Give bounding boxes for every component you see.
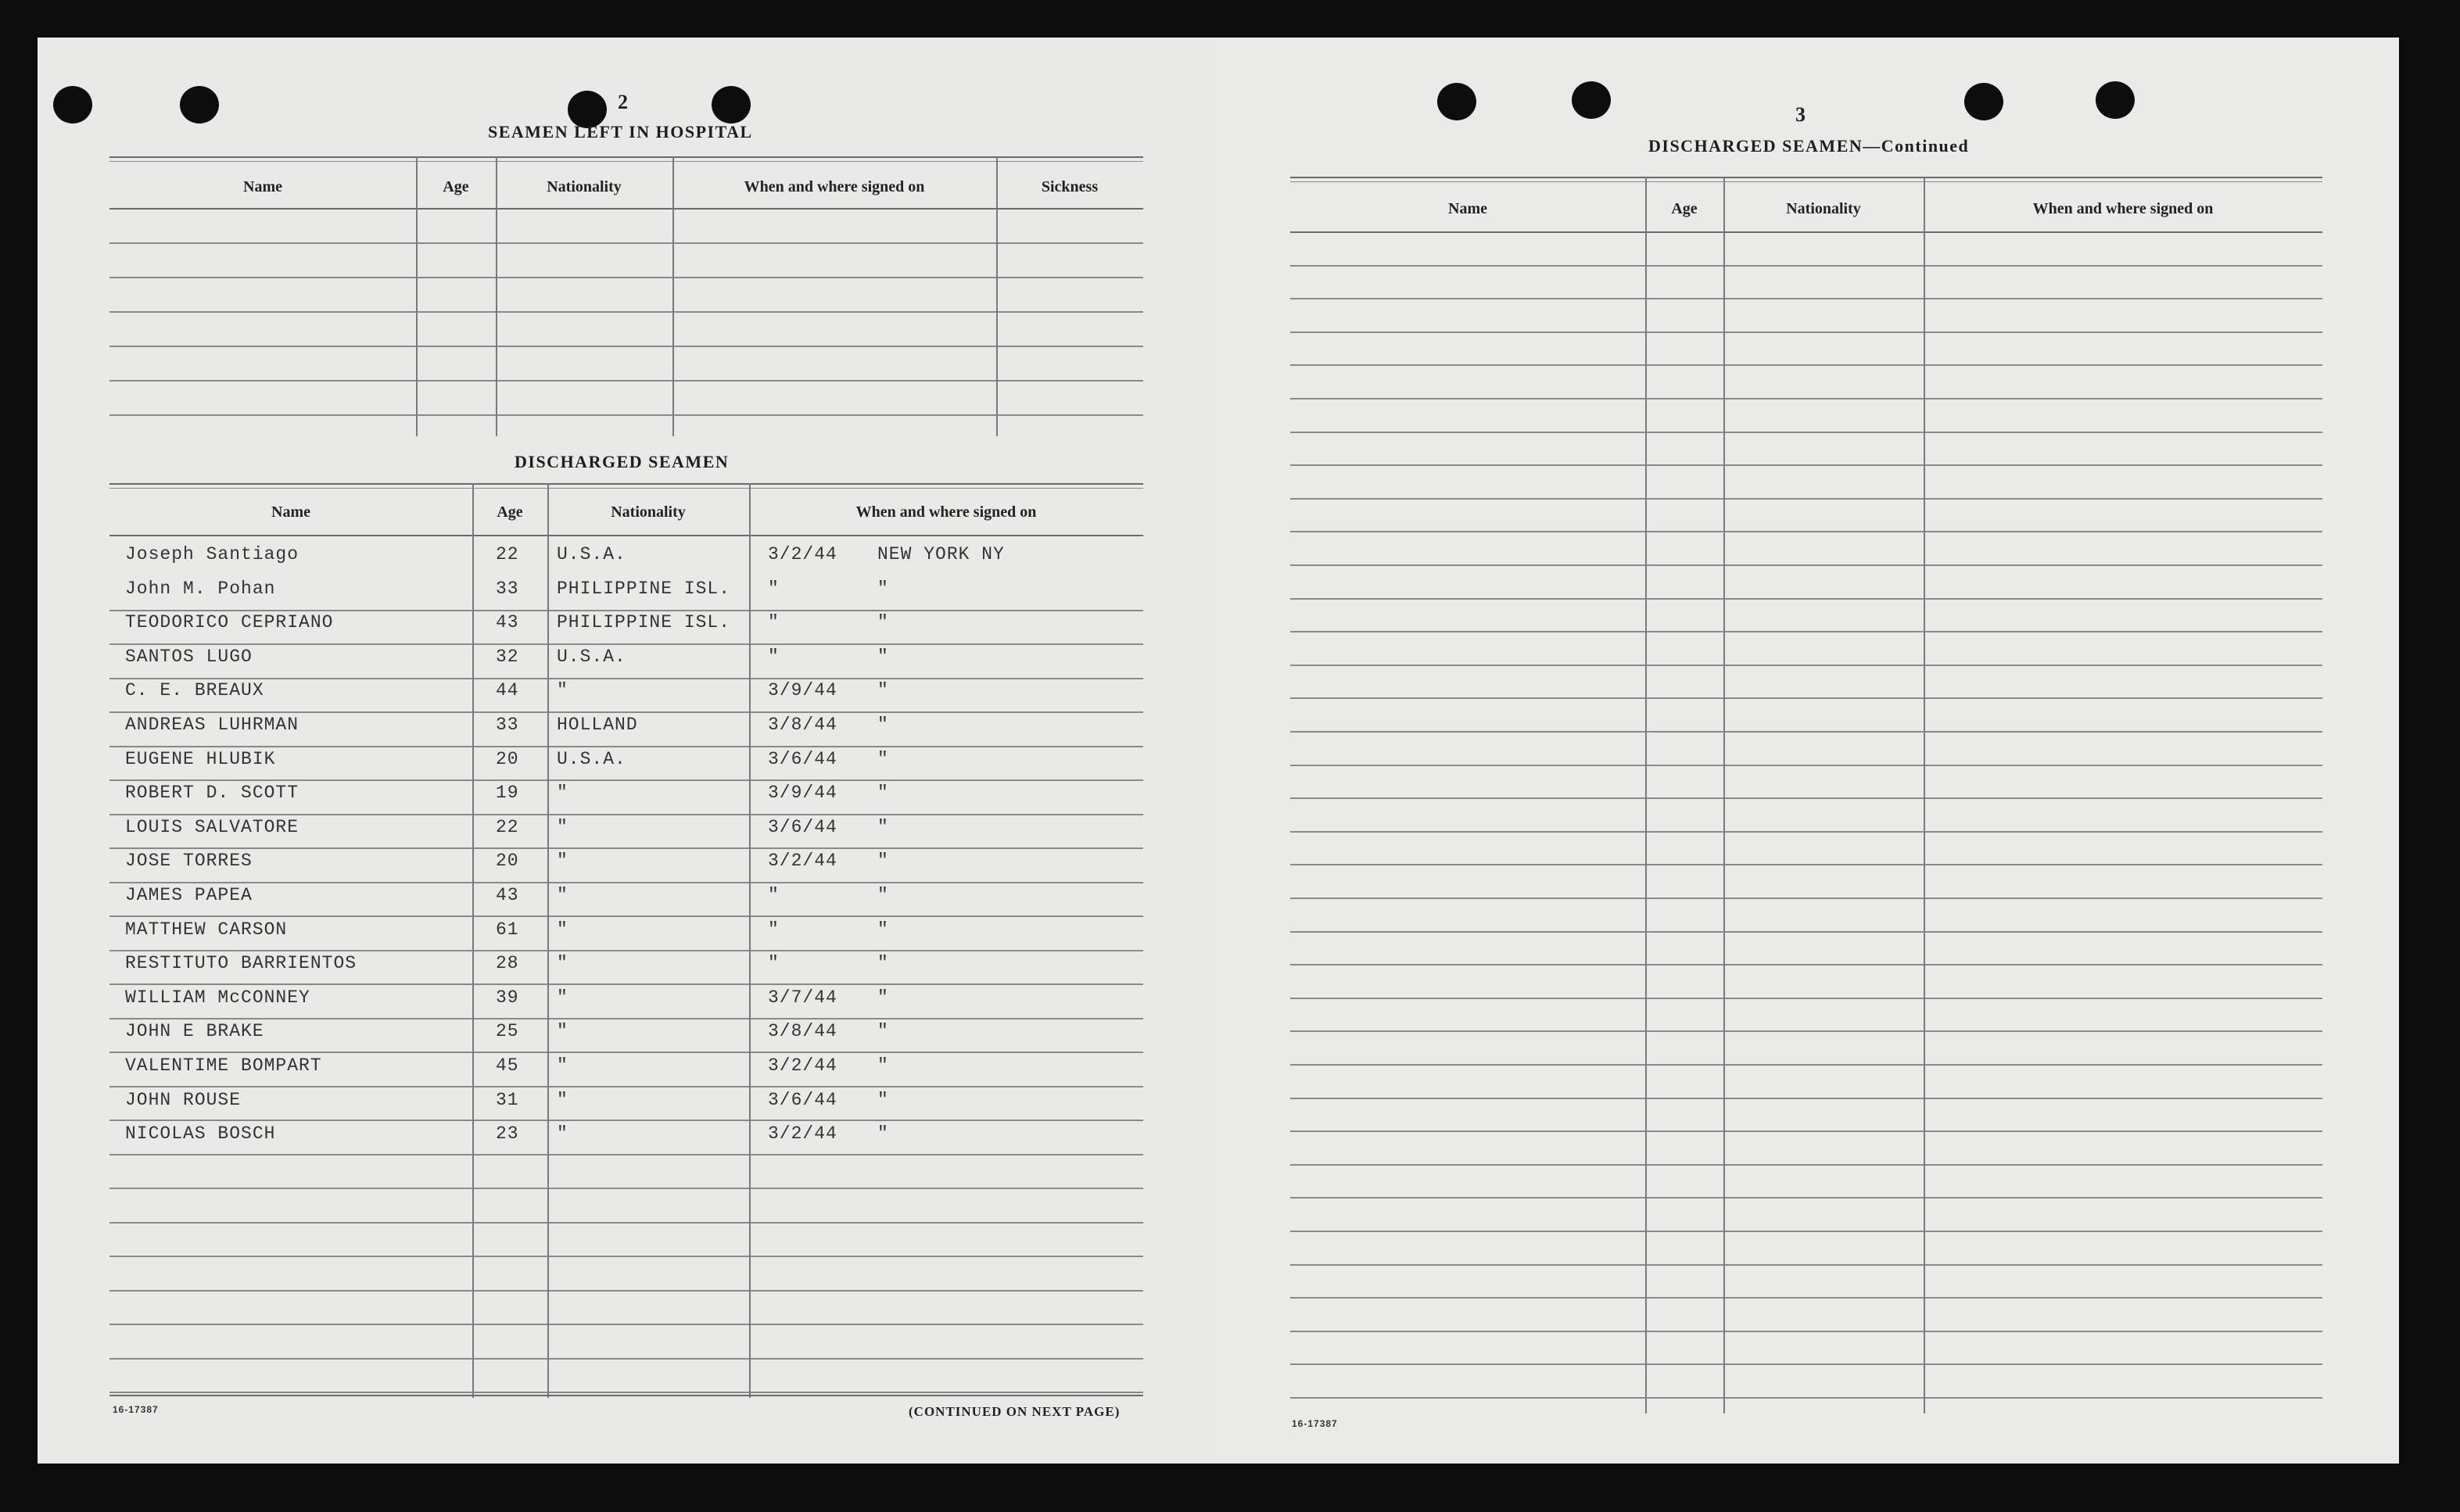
column-divider — [547, 483, 549, 1398]
row-rule — [109, 1188, 1143, 1189]
signed-on-place: " — [877, 783, 889, 804]
signed-on-place: " — [877, 987, 889, 1008]
row-rule — [109, 814, 1143, 815]
row-rule — [109, 380, 1143, 382]
seaman-name: JOHN E BRAKE — [125, 1021, 264, 1042]
row-rule — [1290, 1064, 2322, 1066]
row-rule — [1290, 432, 2322, 433]
table-top-rule — [1290, 177, 2322, 178]
row-rule — [109, 678, 1143, 679]
row-rule — [109, 242, 1143, 244]
seaman-name: MATTHEW CARSON — [125, 919, 288, 940]
signed-on-date: 3/6/44 — [768, 816, 837, 837]
row-rule — [109, 1324, 1143, 1325]
row-rule — [1290, 1397, 2322, 1399]
row-rule — [1290, 1130, 2322, 1132]
seaman-nationality: U.S.A. — [557, 748, 626, 769]
row-rule — [109, 414, 1143, 416]
row-rule — [109, 643, 1143, 645]
signed-on-date: 3/6/44 — [768, 748, 837, 769]
row-rule — [1290, 331, 2322, 333]
seaman-nationality: PHILIPPINE ISL. — [557, 612, 731, 633]
column-divider — [472, 483, 474, 1398]
seaman-nationality: " — [557, 987, 568, 1008]
row-rule — [1290, 631, 2322, 632]
row-rule — [1290, 398, 2322, 399]
column-header: Age — [1671, 200, 1698, 217]
signed-on-date: 3/8/44 — [768, 715, 837, 735]
row-rule — [1290, 898, 2322, 899]
signed-on-place: " — [877, 1021, 889, 1042]
signed-on-place: " — [877, 612, 889, 633]
signed-on-date: " — [768, 885, 780, 905]
signed-on-place: " — [877, 578, 889, 599]
seaman-age: 33 — [496, 715, 519, 735]
signed-on-place: " — [877, 748, 889, 769]
seaman-age: 22 — [496, 816, 519, 837]
signed-on-date: " — [768, 953, 780, 974]
signed-on-place: " — [877, 1055, 889, 1076]
column-header: When and where signed on — [744, 178, 925, 195]
seaman-nationality: " — [557, 851, 568, 872]
row-rule — [1290, 998, 2322, 999]
seaman-nationality: " — [557, 783, 568, 804]
row-rule — [109, 1222, 1143, 1224]
page-number: 3 — [1795, 103, 1806, 126]
row-rule — [109, 1154, 1143, 1155]
seaman-name: TEODORICO CEPRIANO — [125, 612, 334, 633]
column-header: Name — [243, 178, 282, 195]
seaman-nationality: " — [557, 816, 568, 837]
row-rule — [109, 1290, 1143, 1292]
seaman-nationality: " — [557, 1089, 568, 1110]
row-rule — [109, 711, 1143, 713]
row-rule — [109, 1392, 1143, 1393]
row-rule — [109, 746, 1143, 747]
seaman-name: RESTITUTO BARRIENTOS — [125, 953, 357, 974]
form-number: 16-17387 — [1292, 1418, 1338, 1429]
seaman-age: 61 — [496, 919, 519, 940]
row-rule — [1290, 1098, 2322, 1099]
row-rule — [1290, 564, 2322, 566]
form-page-left — [38, 38, 1221, 1464]
header-rule — [1290, 231, 2322, 233]
column-header: Nationality — [547, 178, 622, 195]
signed-on-place: " — [877, 715, 889, 735]
column-header: Nationality — [1786, 200, 1861, 217]
column-header: When and where signed on — [855, 503, 1037, 521]
header-rule — [109, 208, 1143, 210]
row-rule — [109, 1120, 1143, 1121]
table-top-rule — [109, 156, 1143, 158]
column-divider — [672, 156, 674, 436]
row-rule — [1290, 265, 2322, 267]
seaman-age: 33 — [496, 578, 519, 599]
seaman-name: VALENTIME BOMPART — [125, 1055, 322, 1076]
seaman-age: 39 — [496, 987, 519, 1008]
seaman-age: 31 — [496, 1089, 519, 1110]
seaman-nationality: U.S.A. — [557, 646, 626, 667]
seaman-age: 44 — [496, 680, 519, 701]
signed-on-date: 3/9/44 — [768, 783, 837, 804]
signed-on-date: " — [768, 646, 780, 667]
row-rule — [1290, 1197, 2322, 1198]
page-number: 2 — [618, 91, 628, 113]
signed-on-date: " — [768, 578, 780, 599]
signed-on-place: " — [877, 919, 889, 940]
row-rule — [1290, 1297, 2322, 1299]
row-rule — [109, 610, 1143, 611]
column-header: Nationality — [611, 503, 686, 521]
signed-on-date: 3/2/44 — [768, 1123, 837, 1145]
row-rule — [1290, 964, 2322, 966]
seaman-age: 45 — [496, 1055, 519, 1076]
signed-on-place: " — [877, 851, 889, 872]
row-rule — [1290, 298, 2322, 299]
seaman-age: 23 — [496, 1123, 519, 1145]
row-rule — [1290, 1231, 2322, 1232]
hospital-section-title: SEAMEN LEFT IN HOSPITAL — [488, 122, 753, 142]
row-rule — [1290, 1030, 2322, 1032]
signed-on-date: 3/2/44 — [768, 851, 837, 872]
column-header: Age — [497, 503, 523, 521]
row-rule — [109, 311, 1143, 313]
seaman-name: EUGENE HLUBIK — [125, 748, 276, 769]
row-rule — [1290, 464, 2322, 466]
row-rule — [1290, 598, 2322, 600]
signed-on-place: " — [877, 1123, 889, 1145]
column-divider — [496, 156, 497, 436]
signed-on-date: 3/2/44 — [768, 1055, 837, 1076]
row-rule — [1290, 1363, 2322, 1365]
seaman-nationality: " — [557, 953, 568, 974]
row-rule — [109, 1052, 1143, 1053]
seaman-age: 43 — [496, 612, 519, 633]
signed-on-date: 3/9/44 — [768, 680, 837, 701]
seaman-age: 20 — [496, 851, 519, 872]
seaman-nationality: " — [557, 1055, 568, 1076]
row-rule — [1290, 1264, 2322, 1266]
seaman-nationality: " — [557, 680, 568, 701]
seaman-age: 20 — [496, 748, 519, 769]
row-rule — [109, 1256, 1143, 1257]
column-divider — [1924, 177, 1925, 1413]
row-rule — [1290, 1331, 2322, 1332]
table-bottom-rule — [109, 1395, 1143, 1396]
signed-on-date: 3/8/44 — [768, 1021, 837, 1042]
table-top-rule — [109, 483, 1143, 485]
table-top-rule — [1290, 181, 2322, 182]
seaman-age: 22 — [496, 544, 519, 564]
column-divider — [1723, 177, 1725, 1413]
seaman-age: 28 — [496, 953, 519, 974]
signed-on-place: NEW YORK NY — [877, 544, 1005, 564]
row-rule — [1290, 1164, 2322, 1166]
seaman-age: 32 — [496, 646, 519, 667]
row-rule — [109, 847, 1143, 849]
row-rule — [1290, 364, 2322, 366]
punch-hole — [53, 86, 92, 124]
row-rule — [1290, 765, 2322, 766]
seaman-name: JAMES PAPEA — [125, 885, 253, 905]
column-divider — [749, 483, 751, 1398]
seaman-name: JOSE TORRES — [125, 851, 253, 872]
row-rule — [1290, 498, 2322, 500]
column-header: When and where signed on — [2032, 200, 2214, 217]
punch-hole — [1964, 83, 2003, 120]
column-header: Sickness — [1041, 178, 1099, 195]
row-rule — [109, 1086, 1143, 1087]
seaman-nationality: PHILIPPINE ISL. — [557, 578, 731, 599]
row-rule — [1290, 697, 2322, 699]
signed-on-place: " — [877, 953, 889, 974]
continued-note: (CONTINUED ON NEXT PAGE) — [909, 1404, 1121, 1419]
punch-hole — [712, 86, 751, 124]
row-rule — [1290, 797, 2322, 799]
row-rule — [109, 915, 1143, 917]
seaman-age: 43 — [496, 885, 519, 905]
seaman-nationality: U.S.A. — [557, 544, 626, 564]
column-divider — [416, 156, 418, 436]
seaman-nationality: HOLLAND — [557, 715, 638, 735]
row-rule — [109, 779, 1143, 781]
seaman-name: JOHN ROUSE — [125, 1089, 242, 1110]
row-rule — [1290, 931, 2322, 933]
punch-hole — [2096, 81, 2135, 119]
table-top-rule — [109, 488, 1143, 489]
discharged-continued-title: DISCHARGED SEAMEN—Continued — [1648, 136, 1970, 156]
row-rule — [109, 346, 1143, 347]
row-rule — [109, 950, 1143, 951]
table-top-rule — [109, 161, 1143, 162]
seaman-nationality: " — [557, 919, 568, 940]
seaman-age: 25 — [496, 1021, 519, 1042]
row-rule — [1290, 665, 2322, 666]
row-rule — [1290, 864, 2322, 865]
signed-on-date: " — [768, 919, 780, 940]
discharged-section-title: DISCHARGED SEAMEN — [515, 452, 730, 471]
column-divider — [996, 156, 998, 436]
seaman-name: C. E. BREAUX — [125, 680, 264, 701]
seaman-name: John M. Pohan — [125, 578, 276, 599]
column-header: Name — [271, 503, 310, 521]
signed-on-place: " — [877, 1089, 889, 1110]
signed-on-date: " — [768, 612, 780, 633]
signed-on-date: 3/6/44 — [768, 1089, 837, 1110]
seaman-name: LOUIS SALVATORE — [125, 816, 299, 837]
column-header: Age — [443, 178, 469, 195]
seaman-name: ANDREAS LUHRMAN — [125, 715, 299, 735]
row-rule — [109, 882, 1143, 883]
row-rule — [1290, 731, 2322, 733]
punch-hole — [1572, 81, 1611, 119]
seaman-age: 19 — [496, 783, 519, 804]
form-number: 16-17387 — [113, 1404, 159, 1415]
signed-on-date: 3/2/44 — [768, 544, 837, 564]
row-rule — [109, 1018, 1143, 1019]
seaman-name: ROBERT D. SCOTT — [125, 783, 299, 804]
punch-hole — [1437, 83, 1476, 120]
row-rule — [1290, 531, 2322, 532]
row-rule — [1290, 831, 2322, 833]
seaman-nationality: " — [557, 885, 568, 905]
signed-on-place: " — [877, 646, 889, 667]
seaman-name: WILLIAM McCONNEY — [125, 987, 310, 1008]
seaman-nationality: " — [557, 1123, 568, 1145]
seaman-name: NICOLAS BOSCH — [125, 1123, 276, 1145]
signed-on-place: " — [877, 816, 889, 837]
header-rule — [109, 535, 1143, 536]
signed-on-date: 3/7/44 — [768, 987, 837, 1008]
column-divider — [1645, 177, 1647, 1413]
seaman-name: SANTOS LUGO — [125, 646, 253, 667]
form-page-right — [1217, 38, 2399, 1464]
punch-hole — [180, 86, 219, 124]
signed-on-place: " — [877, 885, 889, 905]
seaman-nationality: " — [557, 1021, 568, 1042]
signed-on-place: " — [877, 680, 889, 701]
column-header: Name — [1448, 200, 1487, 217]
row-rule — [109, 1358, 1143, 1360]
seaman-name: Joseph Santiago — [125, 544, 299, 564]
row-rule — [109, 984, 1143, 985]
row-rule — [109, 277, 1143, 278]
